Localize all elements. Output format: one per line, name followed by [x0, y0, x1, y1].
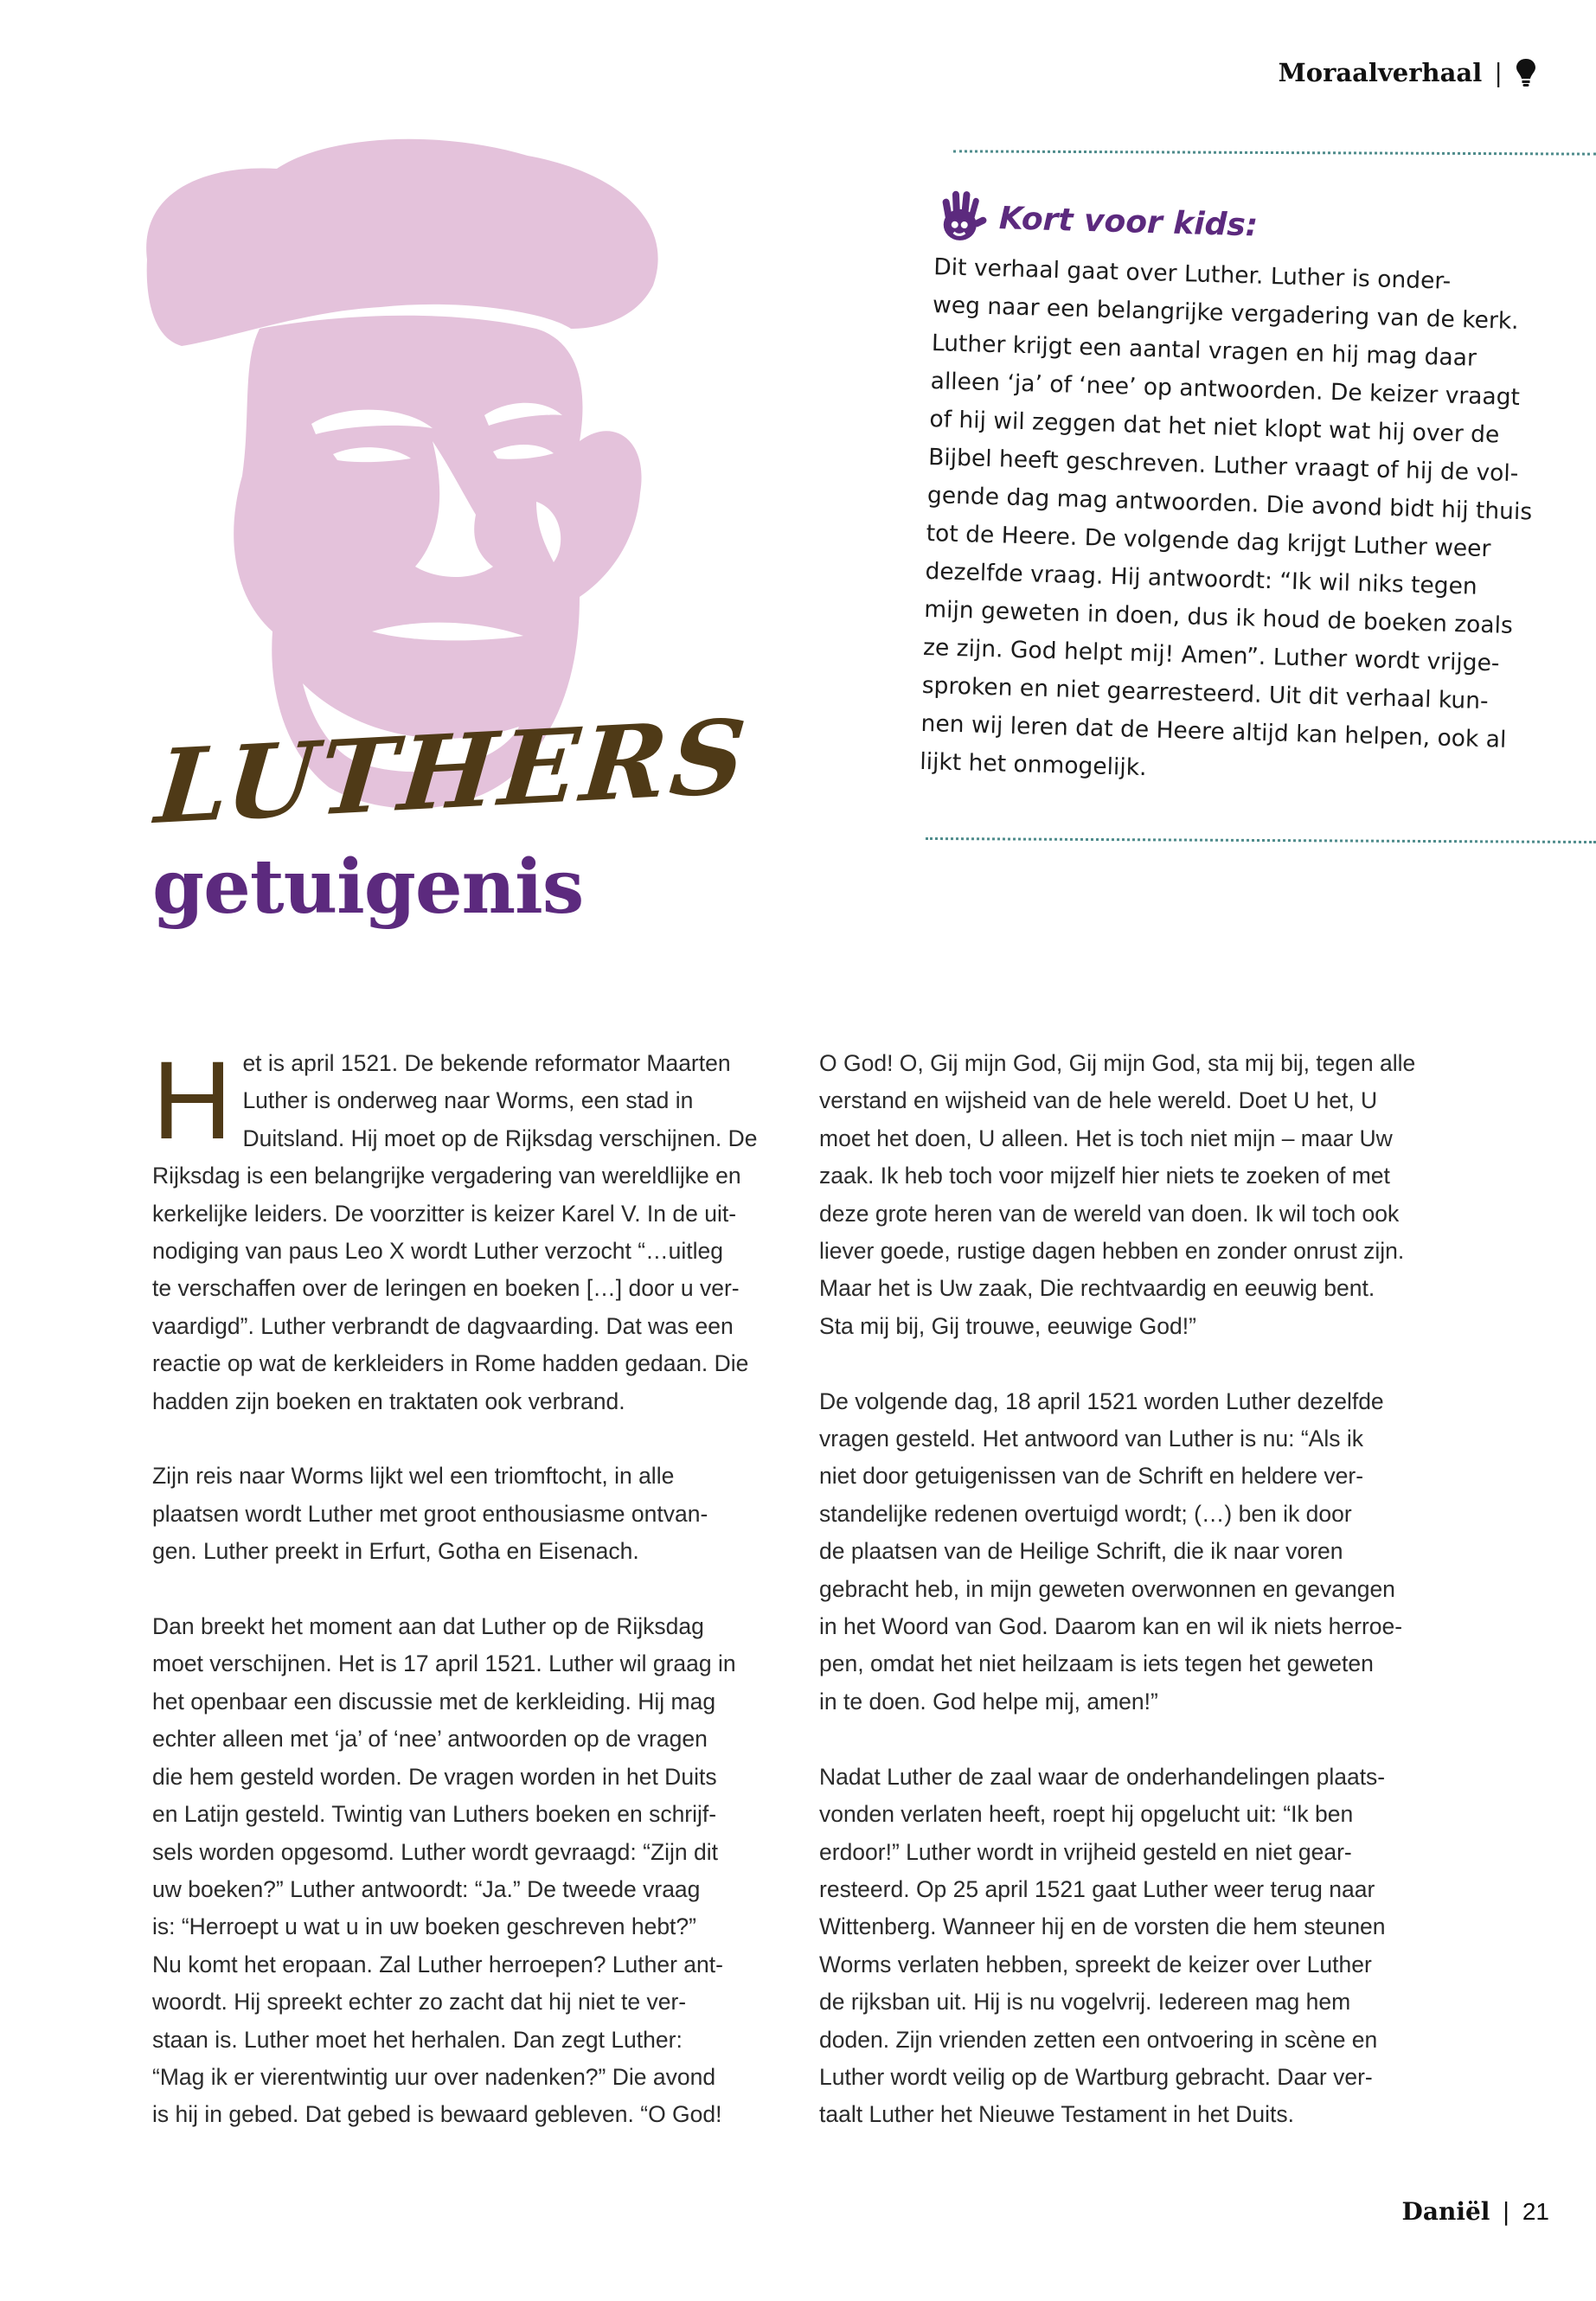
- article-line: reactie op wat de kerkleiders in Rome hadden gedaan. Die: [152, 1350, 749, 1377]
- lightbulb-icon: [1515, 57, 1537, 88]
- header-separator: |: [1494, 58, 1503, 87]
- dotted-divider-bottom: [926, 837, 1596, 843]
- article-column-left: [152, 1039, 797, 2171]
- article-line: pen, omdat het niet heilzaam is iets tegen het geweten: [819, 1650, 1374, 1677]
- article-line: De volgende dag, 18 april 1521 worden Luther dezelfde: [819, 1388, 1384, 1414]
- article-line: vaardigd”. Luther verbrandt de dagvaarding. Dat was een: [152, 1312, 734, 1339]
- article-line: Worms verlaten hebben, spreekt de keizer over Luther: [819, 1951, 1372, 1977]
- kids-heading: Kort voor kids:: [998, 200, 1259, 244]
- article-line: de rijksban uit. Hij is nu vogelvrij. Iedereen mag hem: [819, 1989, 1351, 2016]
- kids-text-line: of hij wil zeggen dat het niet klopt wat hij over de: [929, 406, 1500, 449]
- article-line: et is april 1521. De bekende reformator Maarten: [242, 1050, 731, 1076]
- hand-icon: [931, 186, 990, 248]
- article-line: Luther is onderweg naar Worms, een stad in: [242, 1087, 694, 1114]
- article-line: in te doen. God helpe mij, amen!”: [819, 1688, 1158, 1715]
- article-line: Wittenberg. Wanneer hij en de vorsten die hem steunen: [819, 1913, 1386, 1940]
- article-line: niet door getuigenissen van de Schrift en heldere ver-: [819, 1463, 1364, 1490]
- article-line: verstand en wijsheid van de hele wereld. Doet U het, U: [819, 1087, 1378, 1114]
- article-line: Sta mij bij, Gij trouwe, eeuwige God!”: [819, 1312, 1196, 1339]
- kids-text-line: lijkt het onmogelijk.: [919, 747, 1147, 782]
- article-line: staan is. Luther moet het herhalen. Dan zegt Luther:: [152, 2026, 683, 2053]
- article-line: standelijke redenen overtuigd wordt; (…) ben ik door: [819, 1500, 1352, 1527]
- article-line: Zijn reis naar Worms lijkt wel een triomftocht, in alle: [152, 1463, 675, 1490]
- article-line: O God! O, Gij mijn God, Gij mijn God, sta mij bij, tegen alle: [819, 1050, 1416, 1076]
- article-line: is hij in gebed. Dat gebed is bewaard gebleven. “O God!: [152, 2101, 722, 2128]
- article-line: gebracht heb, in mijn geweten overwonnen en gevangen: [819, 1575, 1395, 1602]
- article-line: vonden verlaten heeft, roept hij opgelucht uit: “Ik ben: [819, 1801, 1354, 1828]
- article-line: uw boeken?” Luther antwoordt: “Ja.” De tweede vraag: [152, 1875, 701, 1902]
- kids-text-line: sproken en niet gearresteerd. Uit dit verhaal kun-: [921, 671, 1489, 715]
- magazine-name: Daniël: [1401, 2197, 1490, 2226]
- article-line: Luther wordt veilig op de Wartburg gebracht. Daar ver-: [819, 2063, 1373, 2090]
- article-line: Duitsland. Hij moet op de Rijksdag verschijnen. De: [242, 1125, 758, 1151]
- kids-text-line: ze zijn. God helpt mij! Amen”. Luther wordt vrijge-: [922, 633, 1500, 677]
- article-line: moet het doen, U alleen. Het is toch niet mijn – maar Uw: [819, 1125, 1393, 1151]
- article-line: taalt Luther het Nieuwe Testament in het Duits.: [819, 2101, 1294, 2128]
- kids-text-line: weg naar een belangrijke vergadering van de kerk.: [932, 292, 1520, 335]
- article-line: het openbaar een discussie met de kerkleiding. Hij mag: [152, 1688, 716, 1715]
- article-line: liever goede, rustige dagen hebben en zonder onrust zijn.: [819, 1238, 1405, 1265]
- kids-summary-content: [916, 186, 1533, 797]
- article-paragraph: [819, 1759, 1464, 2134]
- article-line: is: “Herroept u wat u in uw boeken geschreven hebt?”: [152, 1913, 696, 1940]
- article-column-right: [819, 1045, 1464, 2171]
- article-line: zaak. Ik heb toch voor mijzelf hier niets te zoeken of met: [819, 1163, 1390, 1189]
- article-line: de plaatsen van de Heilige Schrift, die ik naar voren: [819, 1538, 1343, 1565]
- article-line: doden. Zijn vrienden zetten een ontvoering in scène en: [819, 2026, 1378, 2053]
- kids-text-line: alleen ‘ja’ of ‘nee’ op antwoorden. De keizer vraagt: [930, 368, 1521, 412]
- kids-summary-text: [919, 248, 1533, 797]
- article-line: moet verschijnen. Het is 17 april 1521. Luther wil graag in: [152, 1650, 736, 1677]
- article-line: “Mag ik er vierentwintig uur over nadenken?” Die avond: [152, 2063, 716, 2090]
- dotted-divider-top: [953, 150, 1596, 155]
- article-line: woordt. Hij spreekt echter zo zacht dat hij niet te ver-: [152, 1989, 687, 2016]
- section-header: [1279, 57, 1537, 88]
- article-paragraph: [152, 1608, 797, 2134]
- article-line: gen. Luther preekt in Erfurt, Gotha en Eisenach.: [152, 1538, 639, 1565]
- article-line: kerkelijke leiders. De voorzitter is keizer Karel V. In de uit-: [152, 1200, 737, 1227]
- drop-cap: H: [152, 1039, 233, 1163]
- article-line: Rijksdag is een belangrijke vergadering van wereldlijke en: [152, 1163, 741, 1189]
- page-footer: [1402, 2197, 1549, 2226]
- article-line: te verschaffen over de leringen en boeken […] door u ver-: [152, 1275, 740, 1302]
- article-line: Nadat Luther de zaal waar de onderhandelingen plaats-: [819, 1763, 1386, 1790]
- article-line: in het Woord van God. Daarom kan en wil ik niets herroe-: [819, 1613, 1403, 1640]
- kids-text-line: gende dag mag antwoorden. Die avond bidt hij thuis: [926, 481, 1533, 526]
- article-line: Dan breekt het moment aan dat Luther op de Rijksdag: [152, 1613, 704, 1640]
- article-line: hadden zijn boeken en traktaten ook verbrand.: [152, 1388, 625, 1414]
- kids-text-line: Luther krijgt een aantal vragen en hij mag daar: [931, 330, 1477, 372]
- article-line: erdoor!” Luther wordt in vrijheid gesteld en niet gear-: [819, 1838, 1352, 1865]
- kids-text-line: mijn geweten in doen, dus ik houd de boeken zoals: [923, 595, 1514, 639]
- kids-text-line: tot de Heere. De volgende dag krijgt Luther weer: [926, 519, 1491, 563]
- article-paragraph: [152, 1039, 797, 1420]
- kids-summary-box: [919, 151, 1596, 852]
- article-paragraph: [819, 1383, 1464, 1721]
- article-line: en Latijn gesteld. Twintig van Luthers boeken en schrijf-: [152, 1801, 717, 1828]
- article-line: plaatsen wordt Luther met groot enthousiasme ontvan-: [152, 1500, 708, 1527]
- article-paragraph: [819, 1045, 1464, 1345]
- article-line: vragen gesteld. Het antwoord van Luther is nu: “Als ik: [819, 1426, 1363, 1452]
- article-line: nodiging van paus Leo X wordt Luther verzocht “…uitleg: [152, 1238, 723, 1265]
- article-line: sels worden opgesomd. Luther wordt gevraagd: “Zijn dit: [152, 1838, 719, 1865]
- kids-text-line: nen wij leren dat de Heere altijd kan helpen, ook al: [920, 709, 1507, 753]
- page-number: 21: [1522, 2197, 1549, 2225]
- kids-text-line: dezelfde vraag. Hij antwoordt: “Ik wil niks tegen: [925, 557, 1478, 600]
- article-title-main: LUTHERS: [151, 695, 754, 847]
- article-title-sub: getuigenis: [152, 843, 584, 931]
- article-line: Maar het is Uw zaak, Die rechtvaardig en eeuwig bent.: [819, 1275, 1375, 1302]
- article-line: resteerd. Op 25 april 1521 gaat Luther weer terug naar: [819, 1875, 1375, 1902]
- article-line: echter alleen met ‘ja’ of ‘nee’ antwoorden op de vragen: [152, 1726, 708, 1753]
- section-title: Moraalverhaal: [1278, 58, 1483, 87]
- article-line: deze grote heren van de wereld van doen. Ik wil toch ook: [819, 1200, 1400, 1227]
- article-line: die hem gesteld worden. De vragen worden in het Duits: [152, 1763, 717, 1790]
- kids-text-line: Dit verhaal gaat over Luther. Luther is onder-: [933, 253, 1452, 295]
- article-line: Nu komt het eropaan. Zal Luther herroepen? Luther ant-: [152, 1951, 723, 1977]
- kids-text-line: Bijbel heeft geschreven. Luther vraagt of hij de vol-: [927, 443, 1519, 488]
- footer-separator: |: [1502, 2197, 1510, 2226]
- article-paragraph: [152, 1458, 797, 1570]
